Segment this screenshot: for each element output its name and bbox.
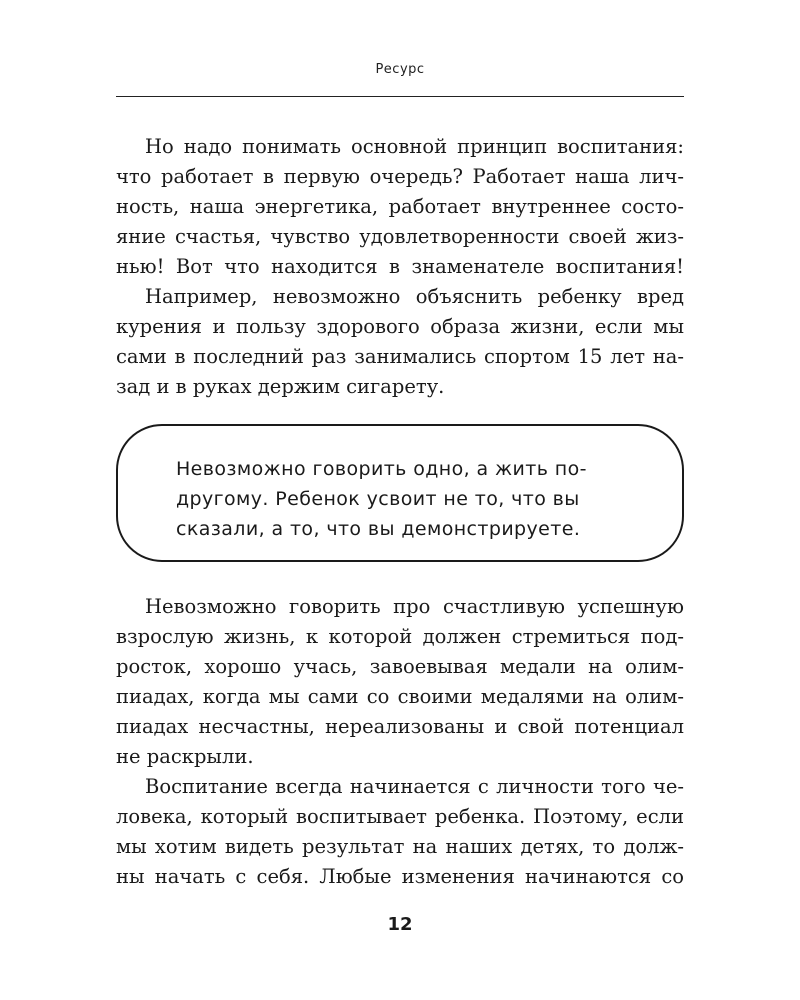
quote-callout-box xyxy=(116,424,684,562)
page-number: 12 xyxy=(387,914,413,935)
paragraph-success xyxy=(116,592,684,772)
paragraph-example xyxy=(116,282,684,402)
text-line: пиадах, когда мы сами со своими медалями на олим- xyxy=(116,685,684,708)
text-line: ны начать с себя. Любые изменения начинаются со xyxy=(116,865,684,888)
body-text-bottom xyxy=(116,592,684,892)
text-line: не раскрыли. xyxy=(116,745,254,768)
text-line: сами в последний раз занимались спортом 15 лет на- xyxy=(116,345,684,368)
paragraph-principle xyxy=(116,132,684,282)
text-line: что работает в первую очередь? Работает наша лич- xyxy=(116,165,684,188)
text-line: Воспитание всегда начинается с личности того че- xyxy=(145,775,684,798)
text-line: нью! Вот что находится в знаменателе воспитания! xyxy=(116,255,684,278)
text-line: мы хотим видеть результат на наших детях, то долж- xyxy=(116,835,684,858)
callout-line: Невозможно говорить одно, а жить по- xyxy=(176,458,587,480)
body-text-top xyxy=(116,132,684,402)
callout-line: сказали, а то, что вы демонстрируете. xyxy=(176,518,581,540)
text-line: росток, хорошо учась, завоевывая медали на олим- xyxy=(116,655,684,678)
running-head: Ресурс xyxy=(375,62,425,77)
paragraph-upbringing xyxy=(116,772,684,892)
text-line: Невозможно говорить про счастливую успешную xyxy=(145,595,684,618)
callout-text xyxy=(176,454,630,544)
text-line: яние счастья, чувство удовлетворенности своей жиз- xyxy=(116,225,684,248)
text-line: Но надо понимать основной принцип воспитания: xyxy=(145,135,684,158)
text-line: Например, невозможно объяснить ребенку вред xyxy=(145,285,684,308)
text-line: ловека, который воспитывает ребенка. Поэтому, если xyxy=(116,805,684,828)
text-line: ность, наша энергетика, работает внутреннее состо- xyxy=(116,195,684,218)
text-line: курения и пользу здорового образа жизни, если мы xyxy=(116,315,684,338)
text-line: зад и в руках держим сигарету. xyxy=(116,375,445,398)
text-line: пиадах несчастны, нереализованы и свой потенциал xyxy=(116,715,684,738)
header-rule xyxy=(116,96,684,97)
callout-line: другому. Ребенок усвоит не то, что вы xyxy=(176,488,580,510)
text-line: взрослую жизнь, к которой должен стремиться под- xyxy=(116,625,684,648)
